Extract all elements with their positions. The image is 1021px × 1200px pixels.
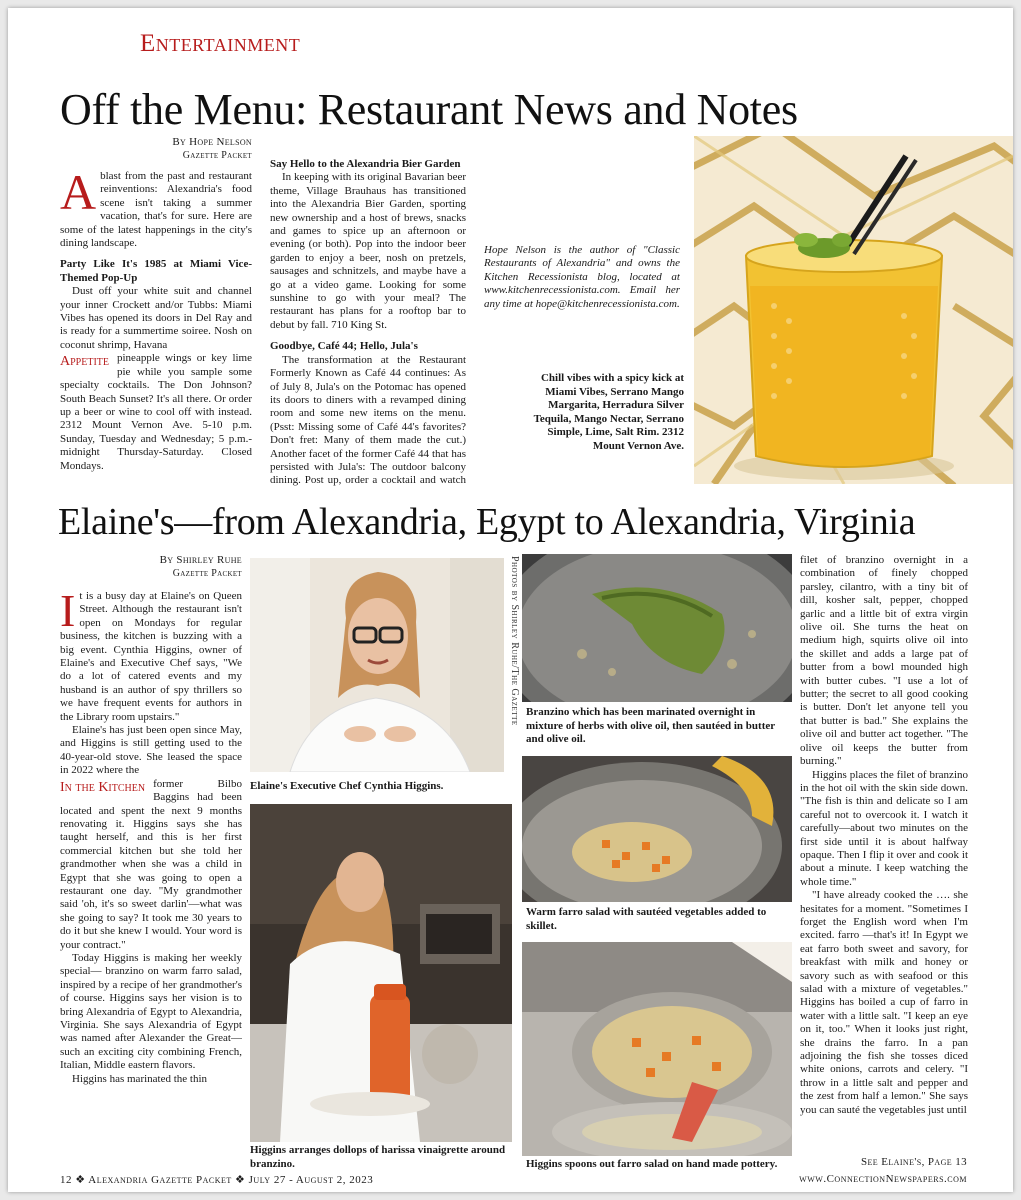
chef-portrait-photo: [250, 558, 504, 772]
arranging-photo: [250, 804, 512, 1142]
farro-photo: [522, 756, 792, 902]
jump-line: See Elaine's, Page 13: [861, 1156, 967, 1168]
article1-subhead-2: Say Hello to the Alexandria Bier Garden: [270, 158, 461, 170]
margarita-photo: [694, 136, 1013, 484]
article2-paragraph: "I have already cooked the …. she hesitates for a moment. "Sometimes I forget the English word when I'm excited. farro —that's it! In Egypt we eat farro both sweet and savory, for breakfast with milk and honey or savory such as with seafood or this salad with a mixture of vegetables." Higgins has boiled a cup of farro in water with a little salt. "I keep an eye on it, too." When it looks just right, she drains the farro. In a pan adjoining the fish she tosses diced white onions, carrots and celery. "I throw in a little salt and pepper and the zest from half a lemon." She says you can sauté the vegetables just until: [800, 889, 968, 1116]
article1-subhead-3: Goodbye, Café 44; Hello, Jula's: [270, 340, 418, 353]
article1-intro: Ablast from the past and restaurant reinventions: Alexandria's food scene isn't taking a summer vacation, that's for sure. Here are some of the latest happenings in the city's dining landscape.: [60, 164, 252, 250]
margarita-caption: Chill vibes with a spicy kick at Miami Vibes, Serrano Mango Margarita, Herradura Silver Tequila, Mango Nectar, Serrano Simple, Lime, Salt Rim. 2312 Mount Vernon Ave.: [533, 372, 684, 452]
article1-paragraph: Appetite pineapple wings or key lime pie while you sample some specialty cocktails. The Don Johnson? South Beach Sunset? It's all there. Or order up a beer or wine to cool off with instead. 2312 Mount Vernon Ave. 5-10 p.m. Sunday, Tuesday and Wednesday; 5 p.m.-midnight Thursday-Saturday. Closed Mondays.: [60, 352, 252, 472]
article2-paragraph: Elaine's has just been open since May, and Higgins is still getting used to the 40-year-old stove. She leased the space in 2022 where the: [60, 724, 242, 777]
photo-credit: Photos by Shirley Ruhe/The Gazette: [509, 556, 520, 726]
article2-byline: By Shirley Ruhe Gazette Packet: [159, 554, 242, 579]
article1-column-3: [484, 244, 680, 334]
article1-column-1: [60, 136, 252, 472]
newspaper-page: [8, 8, 1013, 1192]
article2-paragraph: filet of branzino overnight in a combination of finely chopped parsley, cilantro, with a tiny bit of dill, kosher salt, pepper, chopped garlic and a little bit of extra virgin olive oil. She turns the heat on medium high, squirts olive oil into the skillet and adds a large pat of butter from a bowl mounded high with butter cubes. "I use a lot of butter; the secret to all good cooking is butter. Don't let anyone tell you that butter is bad." She explains the olive oil and butter act together. "The olive oil keeps the butter from burning.": [800, 554, 968, 768]
margarita-illustration: [694, 136, 1013, 484]
article1-paragraph: In keeping with its original Bavarian beer theme, Village Brauhaus has transitioned into the Alexandria Bier Garden, sporting new ownership and a host of brews, snacks and games to spice up an afternoon or evening (or both). Pop into the indoor beer garden to enjoy a beer, nosh on pretzels, sausages and schnitzels, and maybe have a go at a video game. Looking for some sunshine to go with your meal? The restaurant has plans for a rooftop bar to debut by fall. 710 King St.: [270, 171, 466, 331]
chef-caption: Elaine's Executive Chef Cynthia Higgins.: [250, 780, 444, 792]
pullout-appetite: Appetite: [60, 354, 109, 370]
article2-column-1: [60, 554, 242, 1158]
article1-column-2: [270, 158, 466, 488]
article1-paragraph: Dust off your white suit and channel your inner Crockett and/or Tubbs: Miami Vibes has opened its doors in Del Ray and is ready for a summertime soiree. Nosh on coconut shrimp, Havana: [60, 285, 252, 351]
article2-headline: Elaine's—from Alexandria, Egypt to Alexandria, Virginia: [58, 501, 916, 543]
article2-paragraph: Higgins places the filet of branzino in the hot oil with the skin side down. "The fish is thin and delicate so I am careful not to overcook it. I watch it carefully—about two minutes on the first side until it is about halfway opaque. Then I flip it over and cook it about a minute. I keep watching the whole time.": [800, 768, 968, 888]
article2-paragraph: Higgins has marinated the thin: [72, 1072, 208, 1085]
farro-caption: Warm farro salad with sautéed vegetables added to skillet.: [526, 906, 767, 932]
article2-paragraph: In the Kitchen former Bilbo Baggins had been located and spent the next 9 months renovating it. Higgins says she has taught herself, and this is her first commercial kitchen but she told her grandmother when she was a child in Egypt that she was going to open a restaurant one day. "My grandmother said 'oh, it's so sweet darlin'—what was she going to say? It took me 30 years to do it but she knew I would. Your word is your contract.": [60, 777, 242, 951]
arranging-caption: Higgins arranges dollops of harissa vinaigrette around branzino.: [250, 1144, 506, 1170]
footer-right: www.ConnectionNewspapers.com: [799, 1173, 967, 1185]
article2-intro: It is a busy day at Elaine's on Queen Street. Although the restaurant isn't open on Mondays for regular business, the kitchen is buzzing with a big event. Cynthia Higgins, owner of Elaine's and Executive Chef says, "We do a lot of catered events and my husband is an author of spy thrillers so we have frequent events for authors in the Library room upstairs.": [60, 585, 242, 723]
section-label: Entertainment: [140, 30, 301, 57]
footer-left: 12 ❖ Alexandria Gazette Packet ❖ July 27 - August 2, 2023: [60, 1174, 374, 1186]
branzino-caption: Branzino which has been marinated overnight in mixture of herbs with olive oil, then sautéed in butter and olive oil.: [526, 706, 775, 745]
spooning-photo: [522, 942, 792, 1156]
article2-paragraph: Today Higgins is making her weekly special— branzino on warm farro salad, inspired by a recipe of her grandmother's of course. Higgins says her vision is to bring Alexandria of Egypt to Alexandria, Virginia. She says Alexandria of Egypt was named after Alexander the Great—such an exciting city combining French, Italian, Middle eastern flavors.: [60, 951, 242, 1072]
pullout-in-the-kitchen: In the Kitchen: [60, 779, 146, 795]
dropcap-a: A: [60, 164, 97, 220]
article2-column-right: [800, 554, 968, 1154]
branzino-photo: [522, 554, 792, 702]
author-credit: Hope Nelson is the author of "Classic Restaurants of Alexandria" and owns the Kitchen Recessionista blog, located at www.kitchenrecessionista.com. Email her any time at hope@kitchenrecessionista.com.: [484, 244, 680, 310]
dropcap-i: I: [60, 585, 76, 636]
article1-headline: Off the Menu: Restaurant News and Notes: [60, 85, 798, 134]
article1-paragraph: The transformation at the Restaurant Formerly Known as Café 44 continues: As of July 8, Jula's on the Potomac has opened its doors to diners with a revamped dining room and some new items on the menu. (Psst: Missing some of Café 44's favorites? Don't fret: Many of them made the cut.) Another facet of the former Café 44 that has persisted with Jula's: The outdoor balcony dining. Post up, order a cocktail and watch: [270, 353, 466, 487]
spooning-caption: Higgins spoons out farro salad on hand made pottery.: [526, 1158, 778, 1170]
article1-subhead-1: Party Like It's 1985 at Miami Vice-Themed Pop-Up: [60, 258, 252, 284]
article1-byline: By Hope Nelson Gazette Packet: [172, 136, 252, 161]
